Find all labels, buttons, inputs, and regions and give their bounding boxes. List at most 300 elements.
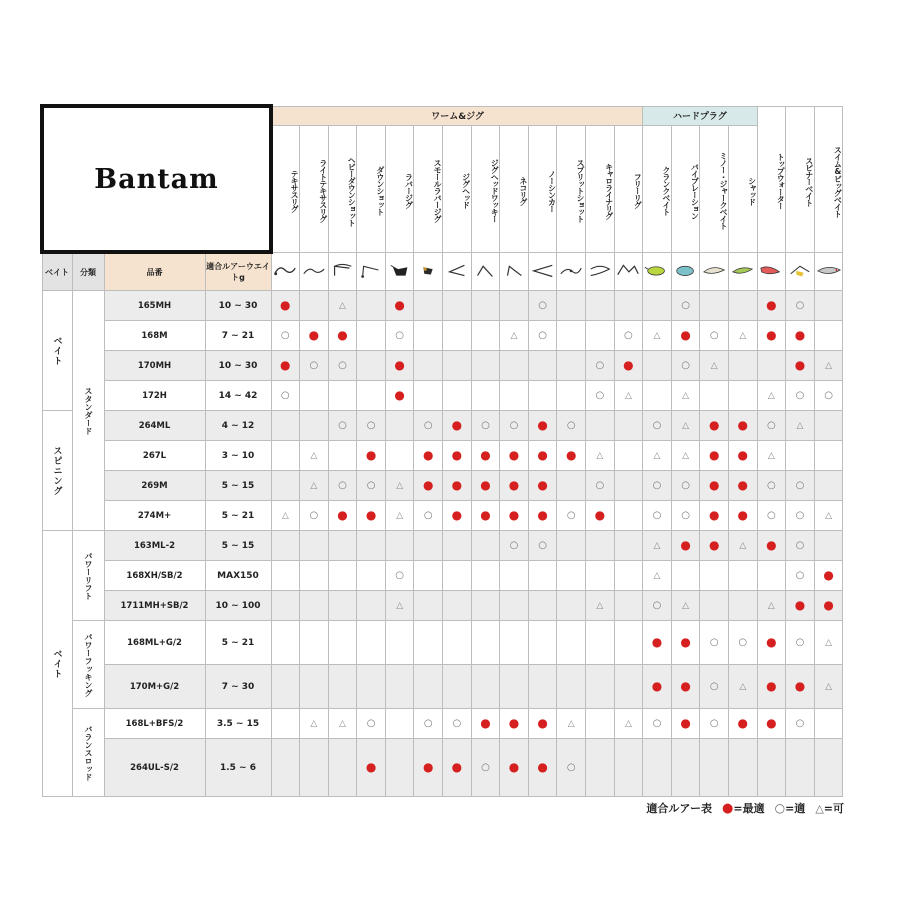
rating-cell <box>414 291 443 321</box>
rating-cell <box>471 411 500 441</box>
rating-cell <box>528 739 557 797</box>
rating-good: ○ <box>595 389 605 401</box>
rating-cell <box>671 621 700 665</box>
rating-cell <box>500 591 529 621</box>
rating-good: ○ <box>338 359 347 371</box>
rating-cell <box>614 665 643 709</box>
rating-cell <box>357 291 386 321</box>
small-rubber-jig-icon <box>415 273 441 283</box>
rating-cell <box>643 411 672 441</box>
rating-good: ○ <box>652 419 662 431</box>
lure-name-header: ヘビーダウンショット <box>328 125 357 252</box>
rating-cell <box>643 709 672 739</box>
rating-cell <box>700 739 729 797</box>
rating-cell <box>414 591 443 621</box>
rating-cell <box>757 381 786 411</box>
rating-cell <box>357 501 386 531</box>
lure-name-header: ミノー・ジャークベイト <box>700 125 729 252</box>
rating-ok: △ <box>310 450 318 461</box>
rating-cell <box>385 471 414 501</box>
rating-cell <box>586 621 615 665</box>
rating-best: ● <box>651 678 663 693</box>
rating-best: ● <box>766 678 777 693</box>
rating-best: ● <box>451 417 463 432</box>
rating-cell <box>443 621 472 665</box>
rating-good: ○ <box>338 419 347 431</box>
rating-cell <box>700 471 729 501</box>
lure-name-header: クランクベイト <box>643 125 672 252</box>
rating-cell <box>814 351 843 381</box>
rating-cell <box>614 291 643 321</box>
header-weight: 適合ルアーウエイトg <box>205 252 271 291</box>
rating-ok: △ <box>653 450 661 461</box>
rating-cell <box>614 321 643 351</box>
rating-best: ● <box>537 507 548 522</box>
rating-cell <box>271 591 300 621</box>
rating-cell <box>328 561 357 591</box>
model-number: 168M <box>104 321 205 351</box>
rating-cell <box>328 381 357 411</box>
model-number: 264UL-S/2 <box>104 739 205 797</box>
rating-best: ● <box>508 759 520 774</box>
table-row <box>42 381 843 411</box>
rating-good: ○ <box>709 717 719 729</box>
rating-best: ● <box>508 507 520 522</box>
neko-rig-icon <box>501 273 527 283</box>
rating-cell <box>643 471 672 501</box>
rating-cell <box>757 291 786 321</box>
rating-best: ● <box>623 357 634 372</box>
rating-cell <box>528 441 557 471</box>
rating-cell <box>614 591 643 621</box>
rating-good: ○ <box>423 509 433 521</box>
rating-cell <box>614 381 643 411</box>
rating-cell <box>414 411 443 441</box>
table-row <box>42 621 843 665</box>
lure-icon-cell <box>414 252 443 291</box>
category-label: パワーフッキング <box>72 621 104 709</box>
lure-icon-cell <box>814 252 843 291</box>
carolina-rig-icon <box>587 273 613 283</box>
rating-cell <box>671 591 700 621</box>
model-number: 269M <box>104 471 205 501</box>
rating-cell <box>500 291 529 321</box>
model-number: 168XH/SB/2 <box>104 561 205 591</box>
rating-best: ● <box>508 715 520 730</box>
rating-cell <box>328 501 357 531</box>
rating-cell <box>786 381 815 411</box>
rating-cell <box>786 621 815 665</box>
table-row <box>42 291 843 321</box>
model-number: 170MH <box>104 351 205 381</box>
rating-ok: △ <box>339 300 346 311</box>
rating-cell <box>271 471 300 501</box>
model-number: 168ML+G/2 <box>104 621 205 665</box>
lure-weight: 1.5 ~ 6 <box>205 739 271 797</box>
lure-name-header: キャロライナリグ <box>586 125 615 252</box>
rating-cell <box>643 591 672 621</box>
rating-best: ● <box>308 327 320 342</box>
rating-cell <box>786 291 815 321</box>
rating-ok: △ <box>653 540 661 551</box>
lure-weight: 5 ~ 15 <box>205 531 271 561</box>
model-number: 267L <box>104 441 205 471</box>
rating-cell <box>700 591 729 621</box>
table-row <box>42 411 843 441</box>
rating-good: ○ <box>681 299 690 311</box>
rating-cell <box>729 665 758 709</box>
rating-cell <box>471 621 500 665</box>
rating-cell <box>443 321 472 351</box>
rating-ok: △ <box>339 718 346 729</box>
rating-cell <box>528 471 557 501</box>
rating-good: ○ <box>738 636 748 648</box>
rating-cell <box>557 471 586 501</box>
rating-cell <box>357 709 386 739</box>
rating-cell <box>757 709 786 739</box>
rating-best: ● <box>423 477 434 492</box>
lure-weight: 10 ~ 30 <box>205 291 271 321</box>
rating-cell <box>271 411 300 441</box>
rating-good: ○ <box>709 636 719 648</box>
rating-cell <box>814 591 843 621</box>
lure-icon-cell <box>700 252 729 291</box>
rating-cell <box>757 531 786 561</box>
section-label: スピニング <box>42 411 72 531</box>
rating-best: ● <box>537 477 548 492</box>
rating-cell <box>328 665 357 709</box>
rating-cell <box>814 501 843 531</box>
lure-name-header: フリーリグ <box>614 125 643 252</box>
rating-cell <box>528 621 557 665</box>
topwater-icon <box>758 273 784 283</box>
rating-best: ● <box>737 477 749 492</box>
rating-cell <box>385 321 414 351</box>
rating-cell <box>414 709 443 739</box>
jighead-wacky-icon <box>472 273 498 283</box>
rating-good: ○ <box>681 479 690 491</box>
rating-good: ○ <box>280 329 290 341</box>
rating-cell <box>671 411 700 441</box>
rating-good: ○ <box>709 329 719 341</box>
legend-best-symbol: ● <box>722 801 734 816</box>
lure-name-header: テキサスリグ <box>271 125 300 252</box>
rating-cell <box>385 591 414 621</box>
rating-cell <box>757 591 786 621</box>
rating-best: ● <box>480 447 491 462</box>
rating-best: ● <box>680 634 691 649</box>
rating-cell <box>357 441 386 471</box>
rating-best: ● <box>766 327 777 342</box>
rating-cell <box>586 739 615 797</box>
rating-cell <box>757 501 786 531</box>
rating-good: ○ <box>566 419 576 431</box>
rating-cell <box>557 411 586 441</box>
lure-icon-cell <box>300 252 329 291</box>
rubber-jig-icon <box>387 273 413 283</box>
rating-best: ● <box>680 678 691 693</box>
lure-name-header: スプリットショット <box>557 125 586 252</box>
rating-cell <box>671 739 700 797</box>
rating-cell <box>586 591 615 621</box>
rating-best: ● <box>766 634 777 649</box>
rating-cell <box>757 621 786 665</box>
rating-ok: △ <box>596 450 604 461</box>
rating-cell <box>786 531 815 561</box>
rating-cell <box>557 709 586 739</box>
rating-cell <box>528 531 557 561</box>
section-label: ベイト <box>42 291 72 411</box>
group-hard-plug: ハードプラグ <box>643 106 757 125</box>
rating-cell <box>414 739 443 797</box>
rating-cell <box>300 665 329 709</box>
rating-cell <box>443 665 472 709</box>
category-label: バランスロッド <box>72 709 104 797</box>
rating-best: ● <box>537 417 548 432</box>
rating-ok: △ <box>682 450 690 461</box>
rating-good: ○ <box>509 539 519 551</box>
rating-good: ○ <box>652 509 662 521</box>
model-number: 168L+BFS/2 <box>104 709 205 739</box>
rating-cell <box>729 321 758 351</box>
rating-cell <box>528 561 557 591</box>
rating-cell <box>528 291 557 321</box>
lure-icon-cell <box>471 252 500 291</box>
rating-cell <box>443 531 472 561</box>
rating-best: ● <box>794 327 806 342</box>
rating-cell <box>729 501 758 531</box>
rating-cell <box>814 739 843 797</box>
rating-best: ● <box>708 477 720 492</box>
rating-cell <box>528 501 557 531</box>
rating-cell <box>443 471 472 501</box>
rating-good: ○ <box>309 509 319 521</box>
rating-best: ● <box>537 447 548 462</box>
free-rig-icon <box>615 273 641 283</box>
lure-icon-cell <box>671 252 700 291</box>
rating-cell <box>357 381 386 411</box>
lure-name-header: スモールラバージグ <box>414 125 443 252</box>
rating-cell <box>500 531 529 561</box>
rating-cell <box>700 621 729 665</box>
rating-cell <box>643 381 672 411</box>
rating-cell <box>357 591 386 621</box>
rating-best: ● <box>680 327 691 342</box>
rating-cell <box>357 561 386 591</box>
rating-cell <box>814 621 843 665</box>
rating-best: ● <box>766 537 777 552</box>
rating-cell <box>385 501 414 531</box>
rating-good: ○ <box>767 419 776 431</box>
rating-best: ● <box>794 678 806 693</box>
rating-best: ● <box>737 417 749 432</box>
logo-box <box>42 106 271 252</box>
rating-cell <box>557 591 586 621</box>
rating-good: ○ <box>795 569 805 581</box>
rating-cell <box>528 411 557 441</box>
rating-best: ● <box>337 507 348 522</box>
rating-cell <box>757 351 786 381</box>
rating-cell <box>443 501 472 531</box>
rating-cell <box>786 351 815 381</box>
rating-cell <box>328 709 357 739</box>
table-row <box>42 739 843 797</box>
rating-cell <box>586 441 615 471</box>
spinnerbait-icon <box>787 273 813 283</box>
rating-cell <box>300 471 329 501</box>
rating-best: ● <box>451 477 463 492</box>
lure-name-header: ジグヘッド <box>443 125 472 252</box>
rating-cell <box>586 411 615 441</box>
rating-cell <box>557 381 586 411</box>
rating-good: ○ <box>481 761 490 773</box>
rating-cell <box>814 561 843 591</box>
rating-cell <box>443 351 472 381</box>
rating-good: ○ <box>652 479 662 491</box>
rating-best: ● <box>680 715 691 730</box>
rating-ok: △ <box>682 390 690 401</box>
rating-cell <box>557 621 586 665</box>
rating-cell <box>385 411 414 441</box>
rating-good: ○ <box>566 761 576 773</box>
rating-cell <box>500 665 529 709</box>
rating-cell <box>671 665 700 709</box>
rating-cell <box>443 561 472 591</box>
rating-cell <box>614 471 643 501</box>
rating-cell <box>500 709 529 739</box>
rating-cell <box>757 561 786 591</box>
rating-cell <box>557 531 586 561</box>
rating-ok: △ <box>682 600 690 611</box>
rating-good: ○ <box>795 636 805 648</box>
rating-cell <box>414 501 443 531</box>
rating-cell <box>729 441 758 471</box>
header-bait: ベイト <box>42 252 72 291</box>
rating-cell <box>786 561 815 591</box>
rating-cell <box>471 381 500 411</box>
rating-cell <box>443 411 472 441</box>
lure-compatibility-chart <box>40 104 843 797</box>
rating-good: ○ <box>795 509 805 521</box>
rating-good: ○ <box>395 329 405 341</box>
rating-ok: △ <box>567 718 575 729</box>
lure-weight: 3 ~ 10 <box>205 441 271 471</box>
rating-cell <box>300 591 329 621</box>
rating-ok: △ <box>653 330 661 341</box>
rating-cell <box>328 621 357 665</box>
rating-cell <box>357 739 386 797</box>
rating-best: ● <box>508 477 520 492</box>
rating-cell <box>671 351 700 381</box>
rating-best: ● <box>394 297 405 312</box>
rating-good: ○ <box>280 389 290 401</box>
rating-cell <box>471 501 500 531</box>
lure-name-header: シャッド <box>729 125 758 252</box>
rating-cell <box>385 531 414 561</box>
rating-best: ● <box>365 447 377 462</box>
rating-cell <box>414 471 443 501</box>
rating-cell <box>300 411 329 441</box>
rating-cell <box>700 665 729 709</box>
rating-cell <box>729 411 758 441</box>
rating-cell <box>471 591 500 621</box>
rating-good: ○ <box>423 419 433 431</box>
rating-cell <box>671 561 700 591</box>
lure-weight: 4 ~ 12 <box>205 411 271 441</box>
lure-name-header: ノーシンカー <box>528 125 557 252</box>
rating-ok: △ <box>396 600 404 611</box>
rating-good: ○ <box>423 717 433 729</box>
category-label: スタンダード <box>72 291 104 531</box>
rating-good: ○ <box>652 599 662 611</box>
rating-cell <box>814 665 843 709</box>
rating-good: ○ <box>795 479 805 491</box>
lure-icon-cell <box>586 252 615 291</box>
rating-good: ○ <box>538 299 547 311</box>
rating-cell <box>357 621 386 665</box>
rating-cell <box>614 739 643 797</box>
lure-icon-cell <box>729 252 758 291</box>
rating-ok: △ <box>624 390 632 401</box>
lure-icon-cell <box>614 252 643 291</box>
lure-weight: 5 ~ 21 <box>205 621 271 665</box>
rating-cell <box>643 291 672 321</box>
rating-ok: △ <box>796 420 804 431</box>
rating-cell <box>443 739 472 797</box>
rating-cell <box>757 739 786 797</box>
rating-cell <box>614 351 643 381</box>
rating-good: ○ <box>652 717 662 729</box>
lure-icon-cell <box>500 252 529 291</box>
rating-cell <box>471 709 500 739</box>
rating-ok: △ <box>739 540 747 551</box>
rating-cell <box>385 665 414 709</box>
rating-ok: △ <box>767 390 775 401</box>
downshot-icon <box>358 273 384 283</box>
legend <box>646 800 844 816</box>
lure-weight: 3.5 ~ 15 <box>205 709 271 739</box>
rating-cell <box>757 321 786 351</box>
rating-best: ● <box>766 297 777 312</box>
rating-cell <box>557 441 586 471</box>
legend-good-symbol: ○ <box>774 801 786 815</box>
rating-best: ● <box>280 357 291 372</box>
rating-cell <box>528 351 557 381</box>
lure-weight: 10 ~ 30 <box>205 351 271 381</box>
rating-cell <box>414 621 443 665</box>
rating-cell <box>328 441 357 471</box>
rating-cell <box>328 739 357 797</box>
rating-cell <box>643 351 672 381</box>
rating-cell <box>385 441 414 471</box>
lure-weight: 14 ~ 42 <box>205 381 271 411</box>
rating-cell <box>786 591 815 621</box>
rating-cell <box>729 561 758 591</box>
rating-cell <box>357 411 386 441</box>
rating-cell <box>328 411 357 441</box>
rating-cell <box>300 381 329 411</box>
rating-cell <box>700 709 729 739</box>
lure-name-header: バイブレーション <box>671 125 700 252</box>
split-shot-icon <box>558 273 584 283</box>
rating-cell <box>814 471 843 501</box>
rating-best: ● <box>823 597 834 612</box>
rating-cell <box>786 471 815 501</box>
rating-cell <box>786 321 815 351</box>
rating-cell <box>271 381 300 411</box>
rating-cell <box>557 739 586 797</box>
rating-cell <box>643 665 672 709</box>
